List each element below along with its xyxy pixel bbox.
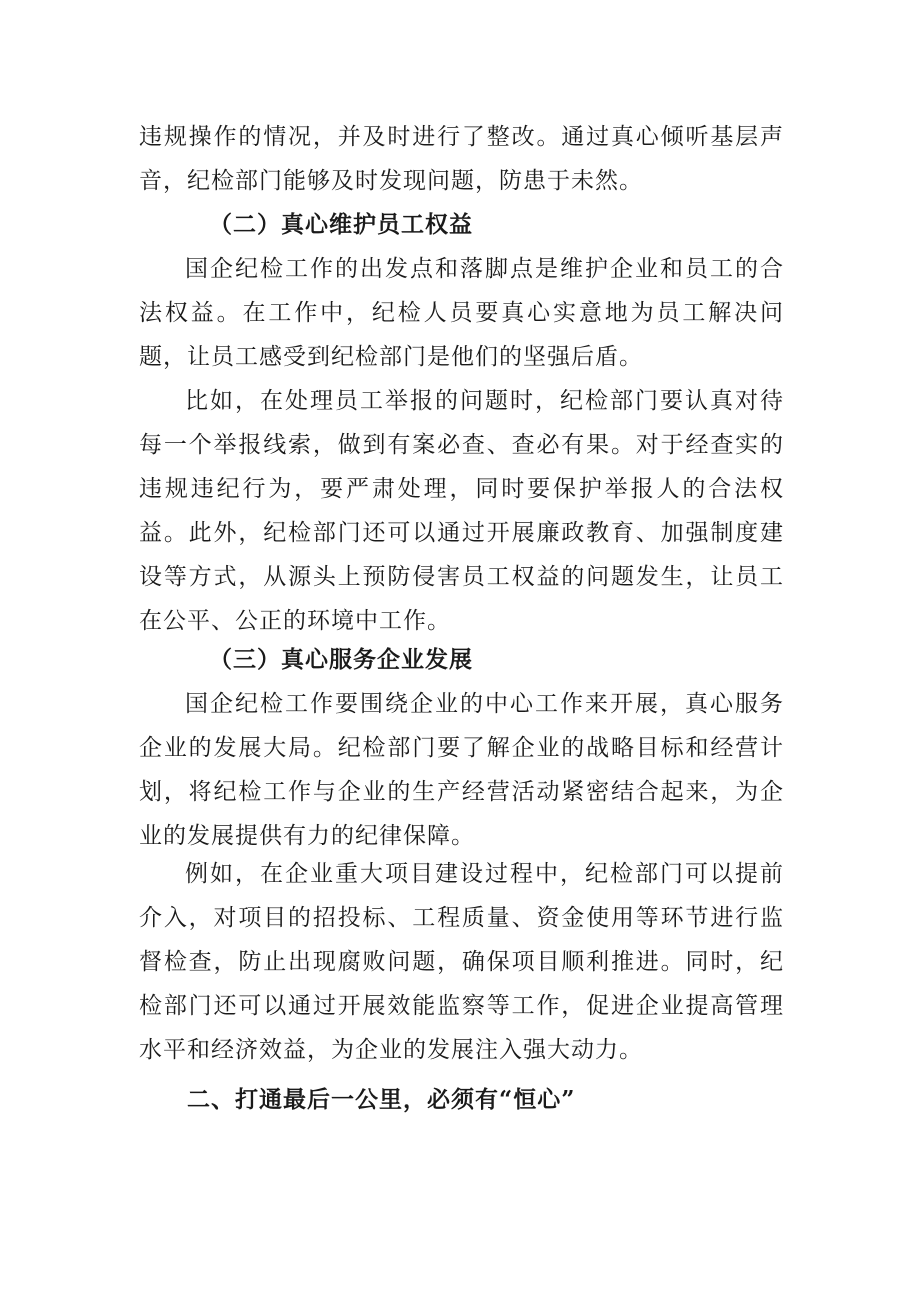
text-block-6 — [139, 682, 784, 858]
text-block-8 — [139, 1078, 784, 1122]
main-heading-2: 二、打通最后一公里，必须有“恒心” — [187, 1086, 576, 1113]
text-block-3 — [139, 247, 784, 379]
paragraph-body: 例如，在企业重大项目建设过程中，纪检部门可以提前介入，对项目的招投标、工程质量、资金使用等环节进行监督检查，防止出现腐败问题，确保项目顺利推进。同时，纪检部门还可以通过开展效能监察等工作，促进企业提高管理水平和经济效益，为企业的发展注入强大动力。 — [139, 861, 784, 1063]
paragraph-body: 国企纪检工作的出发点和落脚点是维护企业和员工的合法权益。在工作中，纪检人员要真心实意地为员工解决问题，让员工感受到纪检部门是他们的坚强后盾。 — [139, 256, 784, 370]
text-block-1 — [139, 115, 784, 203]
text-block-7 — [139, 852, 784, 1072]
paragraph-continuation: 违规操作的情况，并及时进行了整改。通过真心倾听基层声音，纪检部门能够及时发现问题，防患于未然。 — [139, 124, 784, 194]
paragraph-body: 比如，在处理员工举报的问题时，纪检部门要认真对待每一个举报线索，做到有案必查、查必有果。对于经查实的违规违纪行为，要严肃处理，同时要保护举报人的合法权益。此外，纪检部门还可以通过开展廉政教育、加强制度建设等方式，从源头上预防侵害员工权益的问题发生，让员工在公平、公正的环境中工作。 — [139, 388, 784, 634]
text-block-4 — [139, 379, 784, 643]
section-heading-3: （三）真心服务企业发展 — [209, 646, 473, 673]
paragraph-body: 国企纪检工作要围绕企业的中心工作来开展，真心服务企业的发展大局。纪检部门要了解企业的战略目标和经营计划，将纪检工作与企业的生产经营活动紧密结合起来，为企业的发展提供有力的纪律保障。 — [139, 691, 784, 849]
section-heading-2: （二）真心维护员工权益 — [209, 211, 473, 238]
text-block-2 — [139, 203, 784, 247]
text-block-5 — [139, 638, 784, 682]
